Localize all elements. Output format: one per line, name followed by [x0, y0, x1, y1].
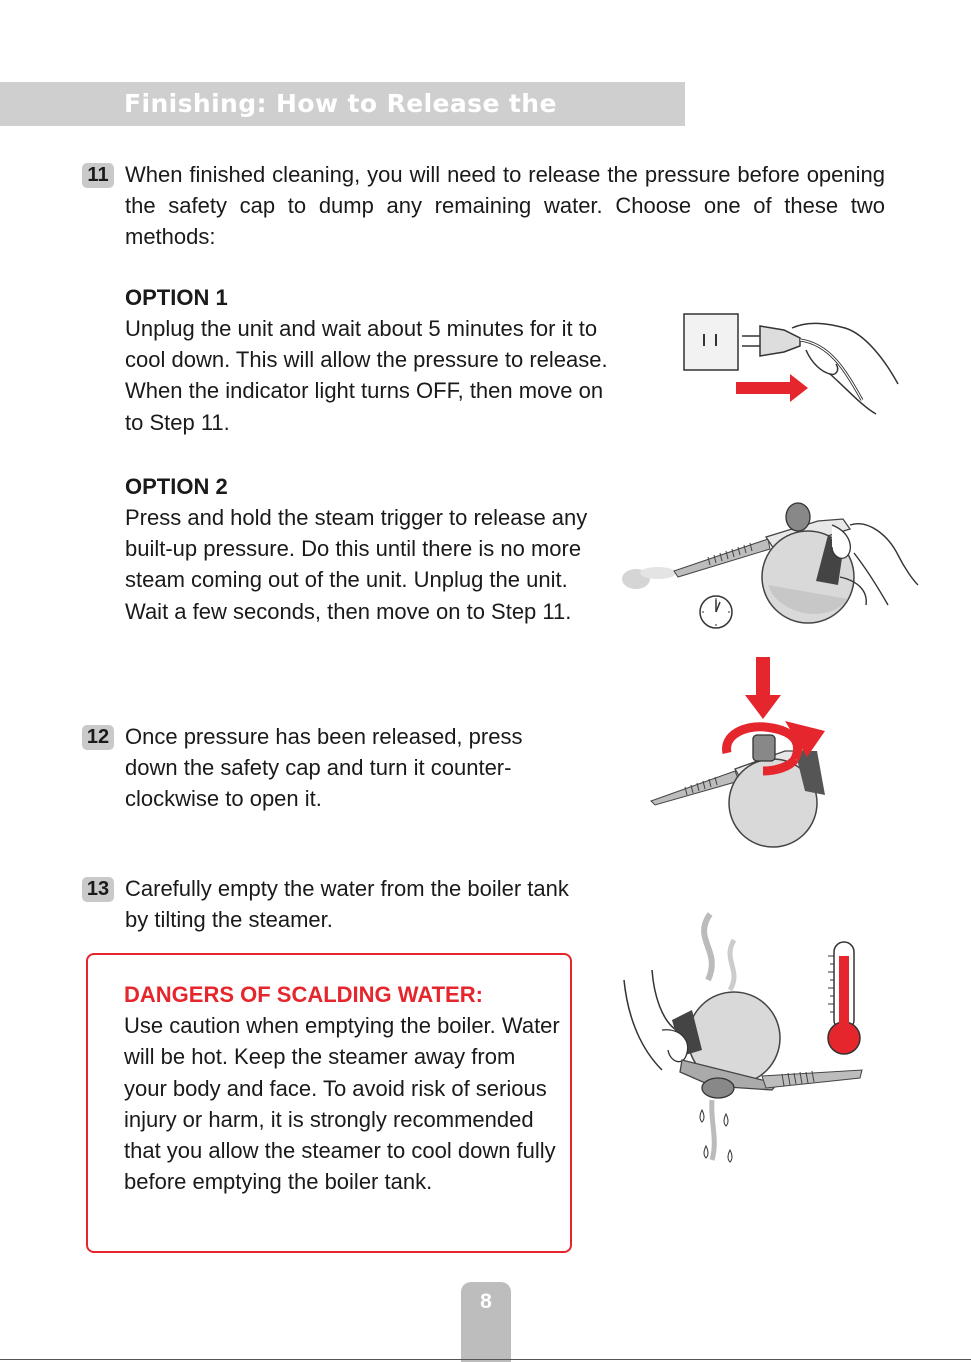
scalding-warning-box: [86, 953, 572, 1253]
step-11-text: When finished cleaning, you will need to release the pressure before opening the safety cap to dump any remaining water. Choose one of these two methods:: [125, 162, 885, 250]
wall-outlet-plug-illustration: [680, 310, 910, 420]
option-2-title: OPTION 2: [125, 474, 228, 499]
section-title: Finishing: How to Release the Pressure: [124, 89, 557, 162]
warning-text: Use caution when emptying the boiler. Water will be hot. Keep the steamer away from your body and face. To avoid risk of serious injury or harm, it is strongly recommended that you allow the steamer to cool down fully before emptying the boiler tank.: [124, 1013, 560, 1195]
section-header-bar: [0, 82, 685, 162]
option-1-text: Unplug the unit and wait about 5 minutes for it to cool down. This will allow the pressure to release. When the indicator light turns OFF, then move on to Step 11.: [125, 316, 608, 435]
warning-title: DANGERS OF SCALDING WATER:: [124, 982, 483, 1007]
step-number-12: 12: [82, 725, 114, 750]
page-number: 8: [480, 1290, 492, 1313]
step-13-text: Carefully empty the water from the boiler tank by tilting the steamer.: [125, 876, 569, 933]
safety-cap-rotate-illustration: [645, 655, 835, 850]
warning-content: [124, 979, 564, 1197]
step-number-11: 11: [82, 163, 114, 188]
option-1-title: OPTION 1: [125, 285, 228, 310]
option-2-text: Press and hold the steam trigger to release any built-up pressure. Do this until there is no more steam coming out of the unit. Unplug the unit. Wait a few seconds, then move on to Step 11.: [125, 505, 588, 624]
option-1-block: [125, 282, 625, 313]
steam-release-illustration: [618, 495, 913, 625]
bottom-rule: [0, 1359, 971, 1360]
page-number-tab: [461, 1282, 511, 1362]
thermometer-icon: [824, 940, 864, 1060]
step-12-text: Once pressure has been released, press down the safety cap and turn it counter-clockwise to open it.: [125, 724, 523, 812]
option-2-block: [125, 471, 625, 502]
clock-icon: [698, 594, 734, 630]
step-number-13: 13: [82, 877, 114, 902]
